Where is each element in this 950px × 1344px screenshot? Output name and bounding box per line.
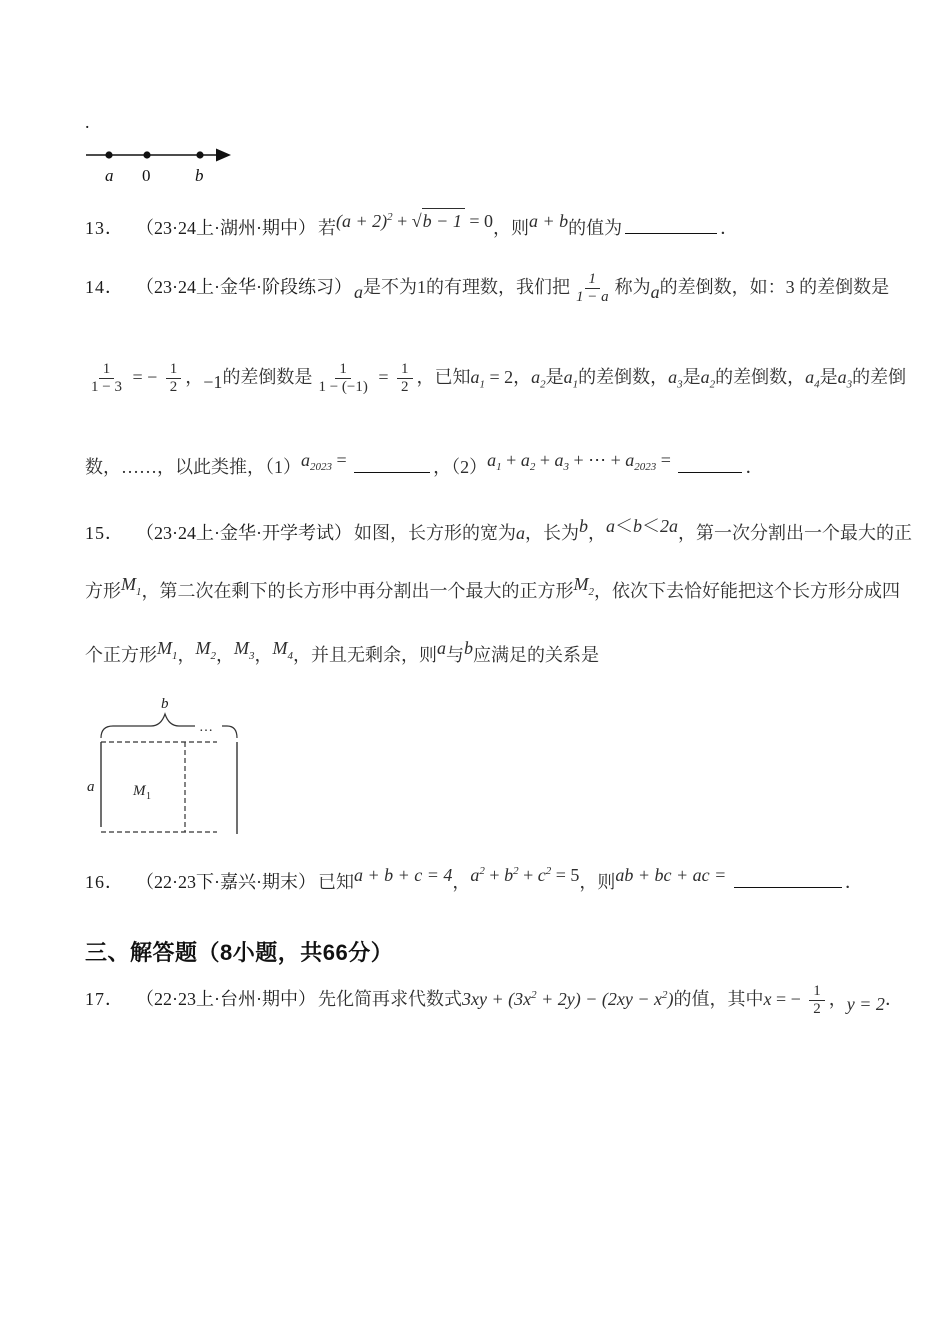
- math-token: = 2: [485, 366, 514, 387]
- math-token: ，: [828, 988, 847, 1009]
- math-token: +: [535, 449, 555, 470]
- math-token: x: [763, 988, 772, 1009]
- math-token: 数，……，以此类推，（1）: [85, 456, 301, 477]
- math-token: b: [578, 516, 588, 536]
- problem-13-body: [317, 210, 739, 238]
- math-token: = 5: [551, 864, 580, 885]
- math-token: 的差倒: [852, 366, 907, 387]
- math-token: ，第一次分割出一个最大的正: [677, 523, 912, 543]
- problem-14-body-line-2: [85, 361, 907, 396]
- figure-label-m1-subscript: 1: [146, 791, 151, 802]
- math-token: = −: [127, 366, 162, 387]
- brace-left-part: [101, 714, 195, 738]
- math-token: ，: [216, 645, 234, 665]
- math-token: a: [520, 449, 530, 470]
- math-token: M: [234, 638, 249, 658]
- math-token: a: [554, 449, 564, 470]
- math-token: 的差倒数，: [578, 366, 669, 387]
- math-token: ，: [452, 871, 471, 892]
- math-token: =: [373, 366, 394, 387]
- problem-14-line-3: [85, 449, 764, 482]
- math-token: ，: [587, 523, 606, 543]
- math-token: ，已知: [416, 366, 471, 387]
- problem-13-source: （23·24上·湖州·期中）: [136, 217, 316, 238]
- math-token: 方形: [85, 581, 121, 601]
- math-token: a: [531, 366, 541, 387]
- fraction: $\frac{1}{2}$: [397, 361, 413, 397]
- math-token: 2: [540, 378, 546, 391]
- math-token: b: [464, 638, 473, 658]
- math-token: b: [504, 864, 514, 885]
- math-token: a: [668, 366, 678, 387]
- answer-blank: [678, 453, 742, 473]
- math-token: 是: [819, 366, 838, 387]
- math-token: a: [515, 523, 525, 543]
- math-token: 2: [387, 210, 393, 223]
- math-token: M: [573, 574, 589, 594]
- math-token: 3: [249, 649, 255, 662]
- math-token: (a + 2): [335, 210, 388, 231]
- math-token: M: [195, 638, 211, 658]
- math-token: 1: [572, 378, 579, 391]
- brace-right-part: [222, 726, 237, 738]
- math-token: 的值，其中: [673, 988, 764, 1009]
- math-token: ．: [884, 988, 903, 1009]
- math-token: a: [301, 449, 310, 470]
- math-token: −1: [203, 371, 223, 392]
- math-token: 1: [172, 649, 178, 662]
- math-token: a: [353, 281, 363, 302]
- figure-label-b: b: [161, 696, 169, 712]
- problem-16-number: 16．: [85, 871, 124, 892]
- problem-17-source: （22·23上·台州·期中）: [136, 988, 316, 1009]
- number-line-arrow-icon: [216, 149, 231, 162]
- rectangle-figure: [85, 694, 255, 846]
- math-token: ，: [513, 366, 532, 387]
- fraction: $\frac{1}{1 - (-1)}$: [318, 361, 368, 396]
- math-token: 与: [446, 645, 464, 665]
- math-token: + 2y) − (2xy − x: [536, 988, 662, 1009]
- math-token: a: [805, 366, 815, 387]
- fraction: $\frac{1}{1 - a}$: [575, 271, 609, 306]
- math-token: ＜: [614, 516, 633, 536]
- answer-blank: [354, 453, 430, 473]
- math-token: a: [487, 449, 497, 470]
- math-token: 2: [709, 378, 716, 391]
- problem-13-number: 13．: [85, 217, 124, 238]
- math-token: 3xy + (3x: [461, 988, 532, 1009]
- math-token: + ⋯ +: [568, 449, 626, 470]
- math-token: 2a: [659, 516, 678, 536]
- problem-14-source: （23·24上·金华·阶段练习）: [136, 276, 352, 297]
- math-token: a + b + c = 4: [353, 864, 453, 885]
- problem-15-line-3: [85, 638, 599, 670]
- math-token: 若: [317, 217, 336, 238]
- math-token: ，依次下去恰好能把这个长方形分成四: [594, 581, 900, 601]
- math-token: = −: [771, 988, 806, 1009]
- math-token: 2: [513, 864, 519, 877]
- problem-14-number: 14．: [85, 276, 124, 297]
- problem-14-line-2: [85, 361, 906, 397]
- math-token: M: [272, 638, 288, 658]
- math-token: 1: [479, 378, 486, 391]
- math-token: a + b: [528, 210, 569, 231]
- problem-15-body-line-3: [85, 638, 599, 665]
- math-token: 2: [529, 461, 536, 474]
- math-token: 1: [136, 585, 142, 598]
- math-token: 2023: [634, 461, 657, 474]
- math-token: 4: [814, 378, 820, 391]
- math-token: 是: [682, 366, 701, 387]
- math-token: a: [563, 366, 573, 387]
- math-token: ，（2）: [433, 456, 488, 477]
- fraction: $\frac{1}{2}$: [166, 361, 182, 397]
- problem-13: [85, 210, 739, 240]
- point-dot-zero: [143, 151, 150, 158]
- math-token: ，第二次在剩下的长方形中再分割出一个最大的正方形: [141, 581, 574, 601]
- math-token: M: [121, 574, 136, 594]
- problem-15-line-2: [85, 574, 900, 606]
- math-token: a: [700, 366, 710, 387]
- figure-ellipsis: …: [199, 720, 213, 735]
- math-token: = 0: [464, 210, 493, 231]
- stray-period: .: [85, 112, 90, 132]
- answer-blank: [625, 214, 717, 234]
- math-token: ，则: [579, 871, 616, 892]
- math-token: ，: [185, 366, 204, 387]
- problem-14: [85, 271, 889, 307]
- math-token: +: [518, 864, 538, 885]
- math-token: 1: [496, 461, 502, 474]
- math-token: 如图，长方形的宽为: [353, 523, 516, 543]
- math-token: ＜: [641, 516, 660, 536]
- point-label-b: b: [195, 166, 204, 185]
- math-token: 个正方形: [85, 645, 157, 665]
- math-token: 是: [545, 366, 564, 387]
- math-token: ，: [177, 645, 196, 665]
- math-token: b − 1: [422, 208, 465, 233]
- math-token: 2: [479, 864, 485, 877]
- math-token: ，则: [492, 217, 529, 238]
- problem-16-source: （22·23下·嘉兴·期末）: [136, 871, 316, 892]
- math-token: 2023: [310, 461, 332, 474]
- math-token: =: [332, 449, 352, 470]
- figure-label-a: a: [87, 779, 95, 795]
- math-token: a: [605, 516, 615, 536]
- math-token: +: [484, 864, 505, 885]
- problem-17-body: [317, 983, 903, 1018]
- math-token: ．: [844, 871, 863, 892]
- point-label-zero: 0: [142, 166, 151, 185]
- math-token: 的差倒数是: [222, 366, 313, 387]
- math-token: 2: [545, 864, 552, 877]
- problem-15: [85, 516, 912, 545]
- math-token: +: [501, 449, 521, 470]
- math-token: M: [157, 638, 172, 658]
- math-token: ，: [254, 645, 273, 665]
- fraction: $\frac{1}{2}$: [809, 983, 825, 1019]
- math-token: 应满足的关系是: [473, 645, 599, 665]
- math-token: b: [632, 516, 642, 536]
- math-token: c: [537, 864, 546, 885]
- problem-15-number: 15．: [85, 523, 124, 543]
- math-token: a: [625, 449, 635, 470]
- math-token: ．: [745, 456, 764, 477]
- math-token: ，并且无剩余，则: [293, 645, 437, 665]
- math-token: a: [470, 366, 480, 387]
- answer-blank: [734, 868, 842, 888]
- math-token: 3: [677, 378, 683, 391]
- math-token: +: [392, 210, 412, 231]
- math-token: 的值为: [568, 217, 623, 238]
- math-token: 称为: [614, 276, 651, 297]
- math-token: 先化简再求代数式: [317, 988, 462, 1009]
- math-token: 2: [588, 585, 594, 598]
- math-token: 2: [210, 649, 216, 662]
- point-label-a: a: [105, 166, 114, 185]
- math-token: y = 2: [846, 993, 885, 1014]
- math-token: ab + bc + ac =: [615, 864, 731, 885]
- problem-15-body-line-1: [353, 516, 912, 543]
- math-token: a: [837, 366, 847, 387]
- math-token: ．: [720, 217, 739, 238]
- problem-17: [85, 983, 903, 1019]
- math-token: 2: [531, 988, 537, 1001]
- math-token: a: [437, 638, 446, 658]
- problem-15-body-line-2: [85, 574, 900, 601]
- problem-14-body-line-1: [353, 271, 890, 306]
- problem-16-body: [317, 864, 863, 892]
- math-token: √: [411, 210, 422, 231]
- section-heading: 三、解答题（8小题，共66分）: [85, 940, 394, 965]
- number-line-figure: [78, 136, 238, 188]
- math-token: 是不为1的有理数，我们把: [362, 276, 570, 297]
- math-token: ): [667, 988, 674, 1009]
- problem-14-body-line-3: [85, 449, 764, 477]
- math-token: 3: [846, 378, 853, 391]
- problem-15-source: （23·24上·金华·开学考试）: [136, 523, 352, 543]
- point-dot-b: [196, 151, 203, 158]
- math-token: 已知: [317, 871, 354, 892]
- math-token: ，长为: [524, 523, 579, 543]
- problem-17-number: 17．: [85, 988, 124, 1009]
- math-token: =: [656, 449, 676, 470]
- math-token: a: [650, 281, 660, 302]
- math-token: a: [470, 864, 480, 885]
- fraction: $\frac{1}{1 - 3}$: [91, 361, 122, 396]
- math-token: 4: [287, 649, 293, 662]
- math-token: 3: [563, 461, 569, 474]
- figure-label-m1: M: [133, 783, 146, 799]
- point-dot-a: [105, 151, 112, 158]
- math-token: 的差倒数，: [715, 366, 806, 387]
- math-token: 的差倒数，如：3 的差倒数是: [659, 276, 890, 297]
- math-token: 2: [661, 988, 668, 1001]
- problem-16: [85, 864, 863, 894]
